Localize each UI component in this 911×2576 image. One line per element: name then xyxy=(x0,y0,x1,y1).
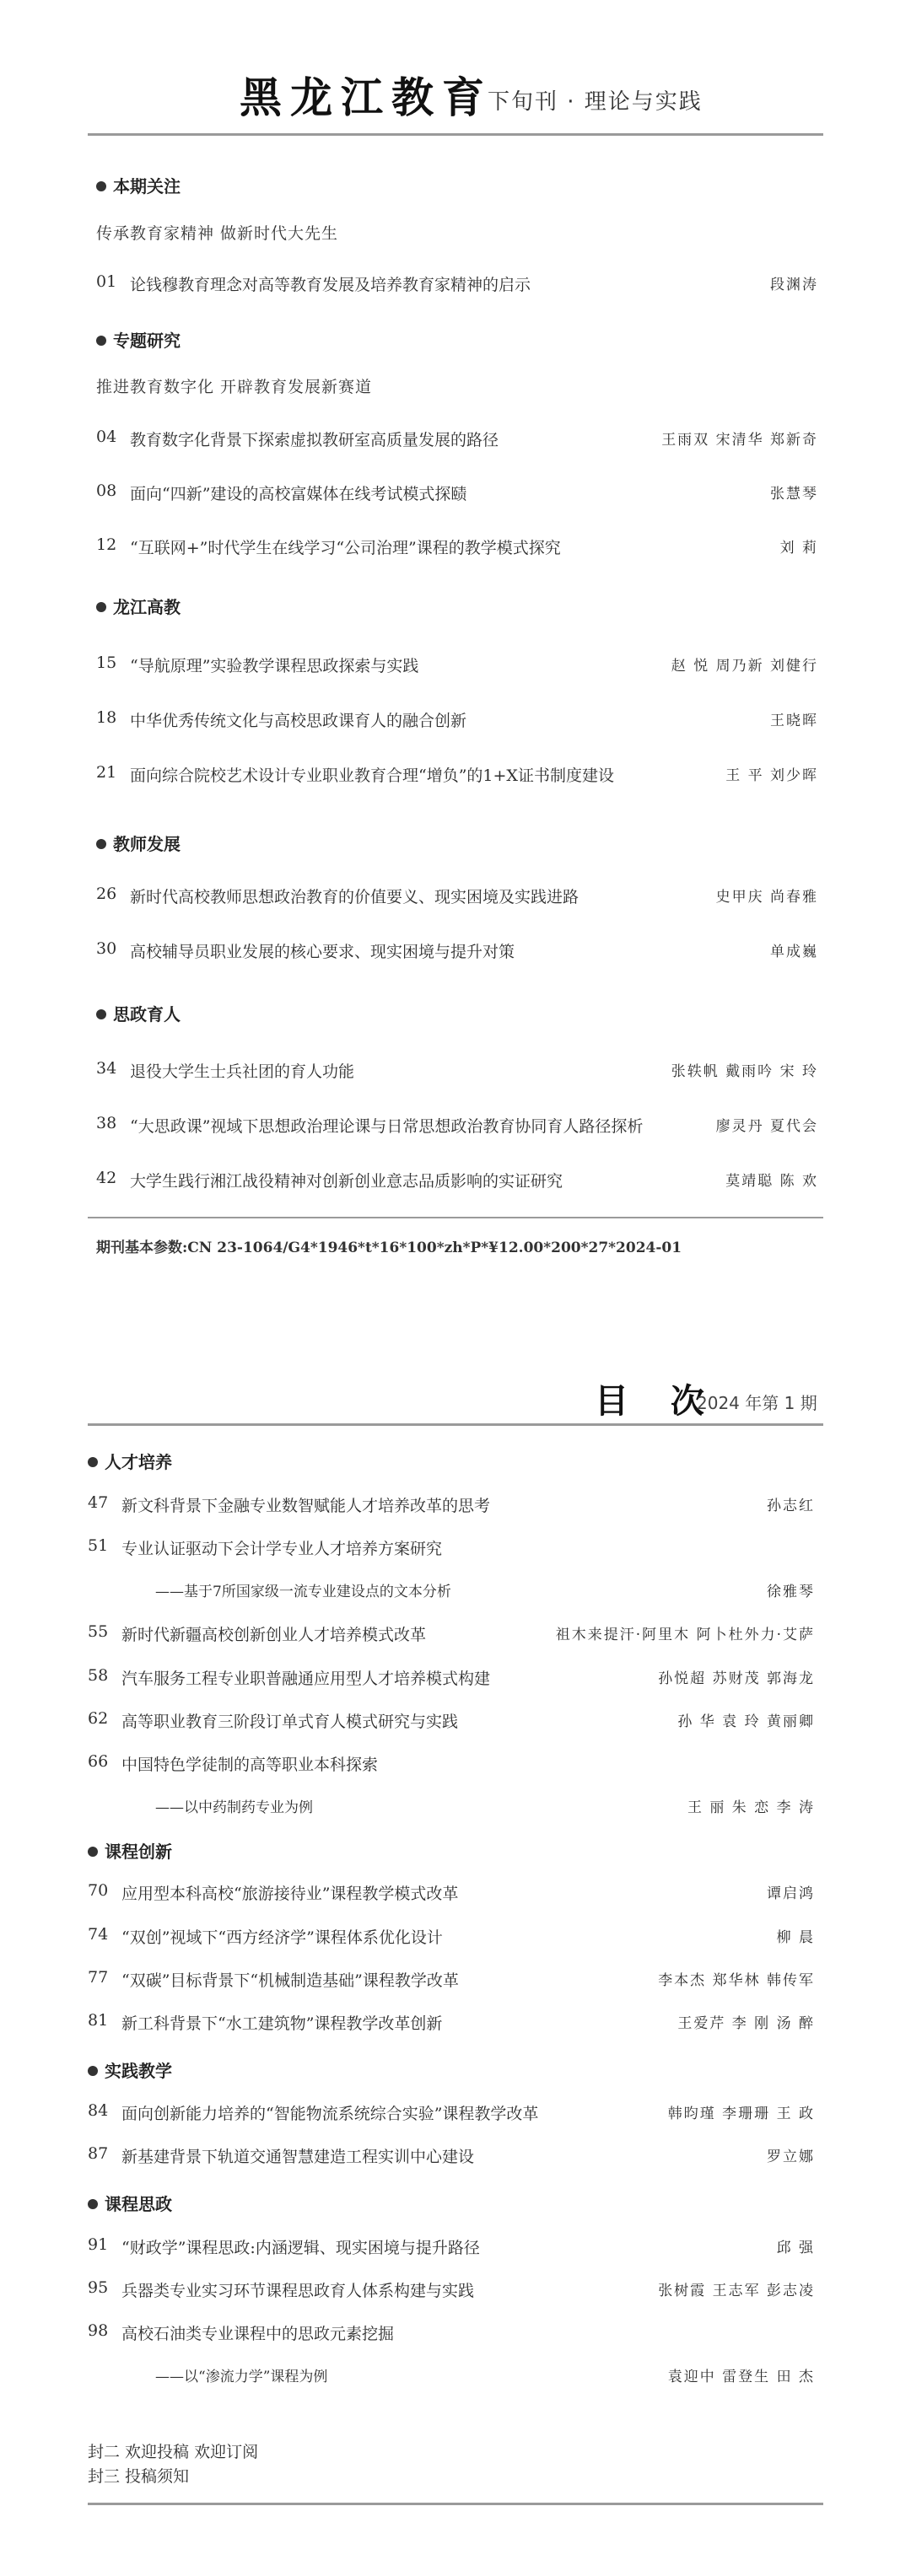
toc-subtitle-entry xyxy=(88,2364,815,2388)
article-authors: 王晓晖 xyxy=(770,713,818,729)
article-title: 新时代高校教师思想政治教育的价值要义、现实困境及实践进路 xyxy=(130,888,579,906)
journal-title: 黑龙江教育 xyxy=(240,73,493,122)
toc-entry xyxy=(88,1968,815,1992)
article-subtitle: ——以中药制药专业为例 xyxy=(155,1799,313,1816)
bullet-icon xyxy=(96,602,106,612)
article-title: 新文科背景下金融专业数智赋能人才培养改革的思考 xyxy=(121,1497,491,1515)
article-subtitle: ——以“渗流力学”课程为例 xyxy=(155,2369,328,2385)
toc-entry xyxy=(96,428,818,451)
page-number: 58 xyxy=(88,1666,109,1685)
section-heading-text: 教师发展 xyxy=(113,834,181,854)
article-title: 汽车服务工程专业职普融通应用型人才培养模式构建 xyxy=(121,1670,491,1688)
article-title: 中国特色学徒制的高等职业本科探索 xyxy=(121,1756,379,1774)
page-number: 26 xyxy=(96,885,117,903)
article-authors: 张树霞 王志军 彭志凌 xyxy=(658,2283,815,2299)
article-title: “双碳”目标背景下“机械制造基础”课程教学改革 xyxy=(121,1971,459,1990)
article-authors: 莫靖聪 陈 欢 xyxy=(725,1173,818,1190)
article-authors: 徐雅琴 xyxy=(767,1584,815,1600)
article-authors: 袁迎中 雷登生 田 杰 xyxy=(667,2369,815,2385)
section-heading xyxy=(96,594,181,618)
article-authors: 张慧琴 xyxy=(770,486,818,503)
article-title: 面向综合院校艺术设计专业职业教育合理“增负”的1+X证书制度建设 xyxy=(130,766,614,785)
toc-entry xyxy=(88,1536,815,1560)
page-number: 51 xyxy=(88,1536,109,1555)
page-number: 38 xyxy=(96,1114,117,1132)
page-number: 81 xyxy=(88,2011,109,2030)
journal-subtitle: 下旬刊 · 理论与实践 xyxy=(488,89,703,115)
masthead xyxy=(0,59,911,126)
toc-entry xyxy=(96,1059,818,1083)
section-heading xyxy=(96,831,181,855)
section-heading-text: 思政育人 xyxy=(113,1004,181,1024)
article-authors: 孙悦超 苏财茂 郭海龙 xyxy=(658,1670,815,1687)
article-title: 教育数字化背景下探索虚拟教研室高质量发展的路径 xyxy=(130,431,499,449)
page-number: 87 xyxy=(88,2144,109,2163)
toc-entry xyxy=(96,708,818,732)
section-heading xyxy=(88,2191,172,2215)
page-number: 34 xyxy=(96,1059,117,1078)
page-number: 47 xyxy=(88,1493,109,1512)
page-number: 62 xyxy=(88,1709,109,1728)
section-heading-text: 人才培养 xyxy=(105,1452,172,1472)
bottom-rule xyxy=(88,2503,823,2505)
page-number: 55 xyxy=(88,1622,109,1641)
toc-entry xyxy=(88,1752,815,1776)
article-title: 新时代新疆高校创新创业人才培养模式改革 xyxy=(121,1626,427,1644)
bullet-icon xyxy=(88,1457,98,1467)
contents-title: 目 次 xyxy=(595,1381,720,1421)
article-authors: 刘 莉 xyxy=(779,540,818,557)
article-authors: 柳 晨 xyxy=(776,1929,815,1946)
page-number: 95 xyxy=(88,2278,109,2297)
article-authors: 廖灵丹 夏代会 xyxy=(715,1118,818,1135)
article-authors: 韩昀瑾 李珊珊 王 政 xyxy=(667,2105,815,2122)
toc-entry xyxy=(88,1709,815,1733)
article-authors: 罗立娜 xyxy=(767,2148,815,2165)
section-heading xyxy=(96,173,181,197)
section-tagline: 传承教育家精神 做新时代大先生 xyxy=(96,224,339,243)
toc-entry xyxy=(88,2101,815,2125)
page-number: 04 xyxy=(96,428,117,446)
bullet-icon xyxy=(88,1847,98,1857)
toc-entry xyxy=(88,1622,815,1646)
section-heading-text: 专题研究 xyxy=(113,331,181,351)
article-subtitle: ——基于7所国家级一流专业建设点的文本分析 xyxy=(155,1584,451,1600)
section-heading-text: 本期关注 xyxy=(113,176,181,196)
article-title: 应用型本科高校“旅游接待业”课程教学模式改革 xyxy=(121,1885,459,1903)
bullet-icon xyxy=(96,1009,106,1019)
article-title: 退役大学生士兵社团的育人功能 xyxy=(130,1062,355,1081)
article-authors: 孙 华 袁 玲 黄丽卿 xyxy=(677,1713,815,1730)
page-number: 21 xyxy=(96,763,117,782)
toc-entry xyxy=(96,939,818,963)
bullet-icon xyxy=(88,2199,98,2209)
section-tagline: 推进教育数字化 开辟教育发展新赛道 xyxy=(96,378,373,396)
journal-params: 期刊基本参数:CN 23-1064/G4*1946*t*16*100*zh*P*¥12.00*200*27*2024-01 xyxy=(96,1240,682,1256)
article-title: 大学生践行湘江战役精神对创新创业意志品质影响的实证研究 xyxy=(130,1172,563,1191)
section-heading xyxy=(88,1449,172,1473)
toc-entry xyxy=(88,2235,815,2259)
article-authors: 赵 悦 周乃新 刘健行 xyxy=(671,658,818,675)
article-title: 新工科背景下“水工建筑物”课程教学改革创新 xyxy=(121,2014,443,2033)
article-authors: 邱 强 xyxy=(776,2240,815,2256)
toc-entry xyxy=(96,272,818,296)
toc-entry xyxy=(96,535,818,559)
page-number: 42 xyxy=(96,1169,117,1187)
article-title: 面向“四新”建设的高校富媒体在线考试模式探赜 xyxy=(130,485,467,503)
article-title: “双创”视域下“西方经济学”课程体系优化设计 xyxy=(121,1928,443,1947)
article-title: 高校辅导员职业发展的核心要求、现实困境与提升对策 xyxy=(130,943,515,961)
params-rule xyxy=(88,1217,823,1218)
toc-entry xyxy=(88,1925,815,1949)
article-authors: 孙志红 xyxy=(767,1498,815,1514)
article-authors: 王 丽 朱 恋 李 涛 xyxy=(687,1799,815,1816)
article-title: 新基建背景下轨道交通智慧建造工程实训中心建设 xyxy=(121,2148,475,2166)
toc-entry xyxy=(88,2011,815,2035)
toc-entry xyxy=(88,1881,815,1905)
article-title: 高等职业教育三阶段订单式育人模式研究与实践 xyxy=(121,1713,459,1731)
article-authors: 祖木来提汗·阿里木 阿卜杜外力·艾萨 xyxy=(555,1627,815,1643)
article-authors: 李本杰 郑华林 韩传军 xyxy=(658,1972,815,1989)
section-heading xyxy=(96,327,181,352)
page-number: 70 xyxy=(88,1881,109,1900)
page-number: 77 xyxy=(88,1968,109,1987)
toc-entry xyxy=(96,481,818,505)
page-number: 30 xyxy=(96,939,117,958)
page-number: 84 xyxy=(88,2101,109,2120)
page-number: 01 xyxy=(96,272,117,291)
toc-subtitle-entry xyxy=(88,1579,815,1603)
article-title: 中华优秀传统文化与高校思政课育人的融合创新 xyxy=(130,712,467,730)
page-number: 91 xyxy=(88,2235,109,2254)
toc-entry xyxy=(96,885,818,908)
article-authors: 史甲庆 尚春雅 xyxy=(715,889,818,906)
section-heading-text: 龙江高教 xyxy=(113,597,181,617)
issue-label: 2024 年第 1 期 xyxy=(697,1393,817,1413)
article-authors: 单成巍 xyxy=(770,944,818,960)
toc-entry xyxy=(88,2144,815,2168)
cover-note-3: 封三 投稿须知 xyxy=(88,2467,190,2486)
page-number: 66 xyxy=(88,1752,109,1771)
bullet-icon xyxy=(88,2066,98,2076)
section-heading xyxy=(88,2057,172,2082)
bullet-icon xyxy=(96,181,106,191)
toc-entry xyxy=(88,2278,815,2302)
article-title: “大思政课”视域下思想政治理论课与日常思想政治教育协同育人路径探析 xyxy=(130,1117,644,1136)
page-number: 15 xyxy=(96,653,117,672)
page-number: 08 xyxy=(96,481,117,500)
article-authors: 谭启鸿 xyxy=(767,1885,815,1902)
section-heading-text: 课程思政 xyxy=(105,2194,172,2214)
cover-note-2: 封二 欢迎投稿 欢迎订阅 xyxy=(88,2443,259,2461)
bullet-icon xyxy=(96,839,106,849)
toc-entry xyxy=(96,653,818,677)
article-authors: 段渊涛 xyxy=(770,277,818,293)
masthead-rule xyxy=(88,133,823,136)
page-number: 18 xyxy=(96,708,117,727)
article-authors: 王雨双 宋清华 郑新奇 xyxy=(661,432,818,449)
toc-entry xyxy=(96,1114,818,1137)
article-authors: 王爱芹 李 刚 汤 醉 xyxy=(677,2015,815,2032)
article-authors: 张轶帆 戴雨吟 宋 玲 xyxy=(671,1063,818,1080)
article-title: 论钱穆教育理念对高等教育发展及培养教育家精神的启示 xyxy=(130,276,531,294)
toc-subtitle-entry xyxy=(88,1795,815,1819)
section-heading-text: 课程创新 xyxy=(105,1842,172,1862)
section-heading xyxy=(96,1001,181,1025)
article-title: “导航原理”实验教学课程思政探索与实践 xyxy=(130,657,419,675)
page-number: 98 xyxy=(88,2321,109,2340)
page-number: 74 xyxy=(88,1925,109,1944)
bullet-icon xyxy=(96,336,106,346)
article-title: “财政学”课程思政:内涵逻辑、现实困境与提升路径 xyxy=(121,2239,480,2257)
article-title: 高校石油类专业课程中的思政元素挖掘 xyxy=(121,2325,395,2343)
section-heading xyxy=(88,1838,172,1863)
article-title: 面向创新能力培养的“智能物流系统综合实验”课程教学改革 xyxy=(121,2105,539,2123)
toc-entry xyxy=(96,763,818,787)
article-title: 兵器类专业实习环节课程思政育人体系构建与实践 xyxy=(121,2282,475,2300)
page-number: 12 xyxy=(96,535,117,554)
toc-entry xyxy=(88,1666,815,1690)
toc-entry xyxy=(88,1493,815,1517)
section-heading-text: 实践教学 xyxy=(105,2061,172,2081)
toc-entry xyxy=(96,1169,818,1192)
toc-entry xyxy=(88,2321,815,2345)
article-authors: 王 平 刘少晖 xyxy=(725,767,818,784)
article-title: 专业认证驱动下会计学专业人才培养方案研究 xyxy=(121,1540,443,1558)
article-title: “互联网+”时代学生在线学习“公司治理”课程的教学模式探究 xyxy=(130,539,561,557)
contents-rule xyxy=(88,1423,823,1426)
